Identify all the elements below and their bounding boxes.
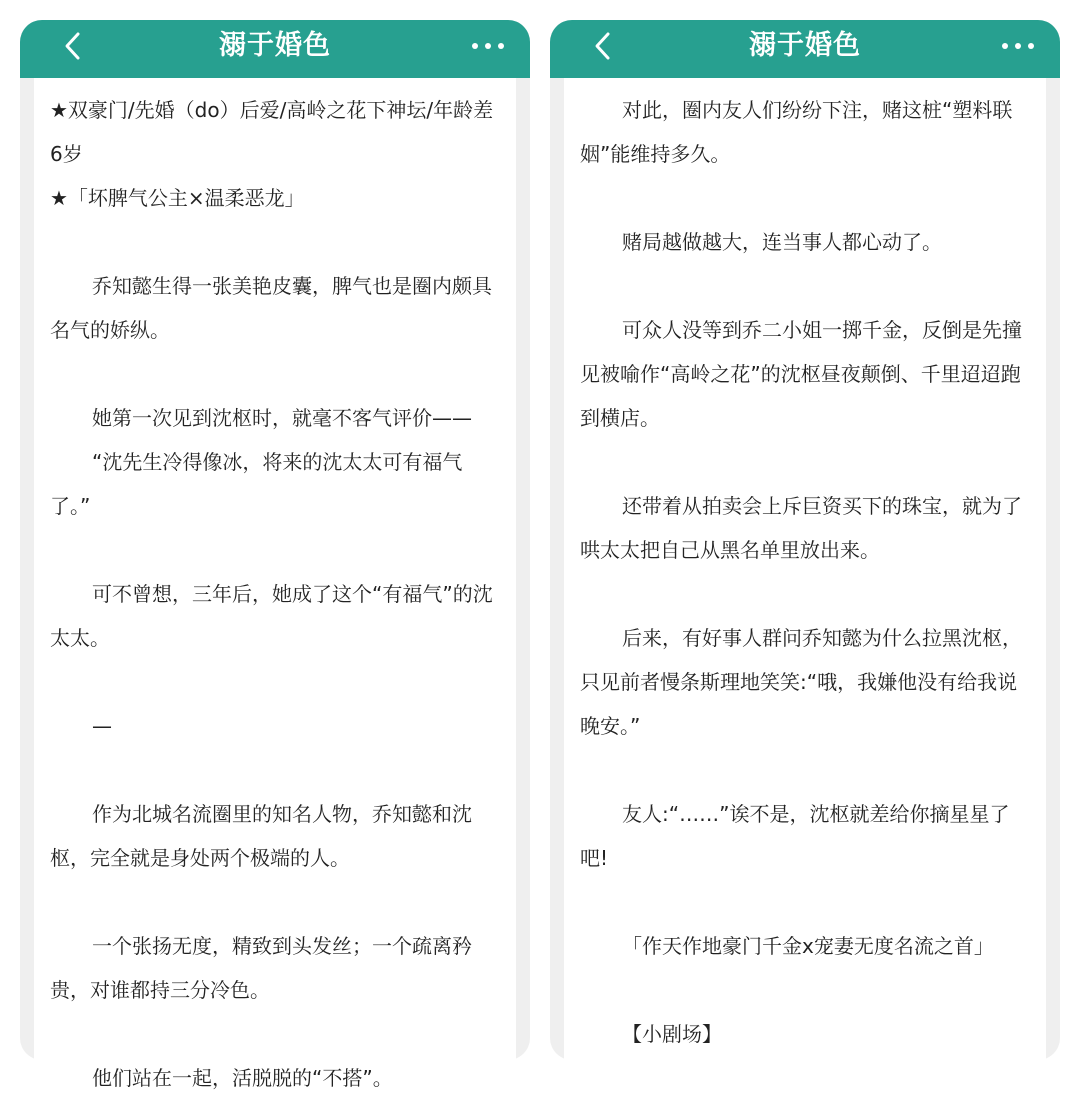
- paragraph: 后来，有好事人群问乔知懿为什么拉黑沈枢，只见前者慢条斯理地笑笑:“哦，我嫌他没有给我说晚安。”: [580, 626, 1022, 738]
- paragraph: 他们站在一起，活脱脱的“不搭”。: [92, 1066, 393, 1090]
- paragraph-gap: [580, 264, 1024, 308]
- paragraph: 乔知懿生得一张美艳皮囊，脾气也是圈内颇具名气的娇纵。: [50, 274, 492, 342]
- paragraph-gap: [50, 352, 494, 396]
- right-reader-screen: [550, 20, 1060, 1060]
- paragraph: 一个张扬无度，精致到头发丝；一个疏离矜贵，对谁都持三分冷色。: [50, 934, 472, 1002]
- more-dots-icon: [1002, 43, 1008, 49]
- text-body: [564, 78, 1046, 1056]
- paragraph-gap: [50, 880, 494, 924]
- paragraph-gap: [580, 572, 1024, 616]
- paragraph-gap: [50, 220, 494, 264]
- more-dots-icon: [472, 43, 478, 49]
- paragraph: —: [92, 714, 112, 738]
- paragraph-gap: [50, 528, 494, 572]
- book-title: 溺于婚色: [749, 30, 861, 61]
- reading-content[interactable]: [564, 78, 1046, 1060]
- more-dots-icon: [1028, 43, 1034, 49]
- paragraph: 她第一次见到沈枢时，就毫不客气评价——: [92, 406, 472, 430]
- text-body: [34, 78, 516, 1100]
- paragraph-gap: [50, 748, 494, 792]
- reader-header: [20, 20, 530, 78]
- left-reader-screen: [20, 20, 530, 1090]
- paragraph: 对此，圈内友人们纷纷下注，赌这桩“塑料联姻”能维持多久。: [580, 98, 1013, 166]
- paragraph-gap: [580, 880, 1024, 924]
- more-dots-icon: [498, 43, 504, 49]
- paragraph-gap: [580, 968, 1024, 1012]
- paragraph-gap: [50, 660, 494, 704]
- paragraph-gap: [580, 440, 1024, 484]
- paragraph-gap: [580, 748, 1024, 792]
- paragraph-gap: [50, 1012, 494, 1056]
- book-title: 溺于婚色: [219, 30, 331, 61]
- paragraph: 可不曾想，三年后，她成了这个“有福气”的沈太太。: [50, 582, 493, 650]
- paragraph: ★双豪门/先婚（do）后爱/高岭之花下神坛/年龄差6岁: [50, 98, 494, 166]
- more-button[interactable]: [1002, 34, 1034, 58]
- reader-header: [550, 20, 1060, 78]
- paragraph: 友人:“……”诶不是，沈枢就差给你摘星星了吧!: [580, 802, 1010, 870]
- paragraph: “沈先生冷得像冰，将来的沈太太可有福气了。”: [50, 450, 463, 518]
- paragraph: 作为北城名流圈里的知名人物，乔知懿和沈枢，完全就是身处两个极端的人。: [50, 802, 472, 870]
- paragraph-gap: [580, 176, 1024, 220]
- more-button[interactable]: [472, 34, 504, 58]
- paragraph: 可众人没等到乔二小姐一掷千金，反倒是先撞见被喻作“高岭之花”的沈枢昼夜颠倒、千里迢迢跑到横店。: [580, 318, 1022, 430]
- paragraph: 还带着从拍卖会上斥巨资买下的珠宝，就为了哄太太把自己从黑名单里放出来。: [580, 494, 1022, 562]
- paragraph: 「作天作地豪门千金x宠妻无度名流之首」: [622, 934, 994, 958]
- reading-content[interactable]: [34, 78, 516, 1090]
- more-dots-icon: [1015, 43, 1021, 49]
- paragraph: 【小剧场】: [622, 1022, 722, 1046]
- more-dots-icon: [485, 43, 491, 49]
- paragraph: 赌局越做越大，连当事人都心动了。: [622, 230, 942, 254]
- paragraph: ★「坏脾气公主×温柔恶龙」: [50, 186, 305, 210]
